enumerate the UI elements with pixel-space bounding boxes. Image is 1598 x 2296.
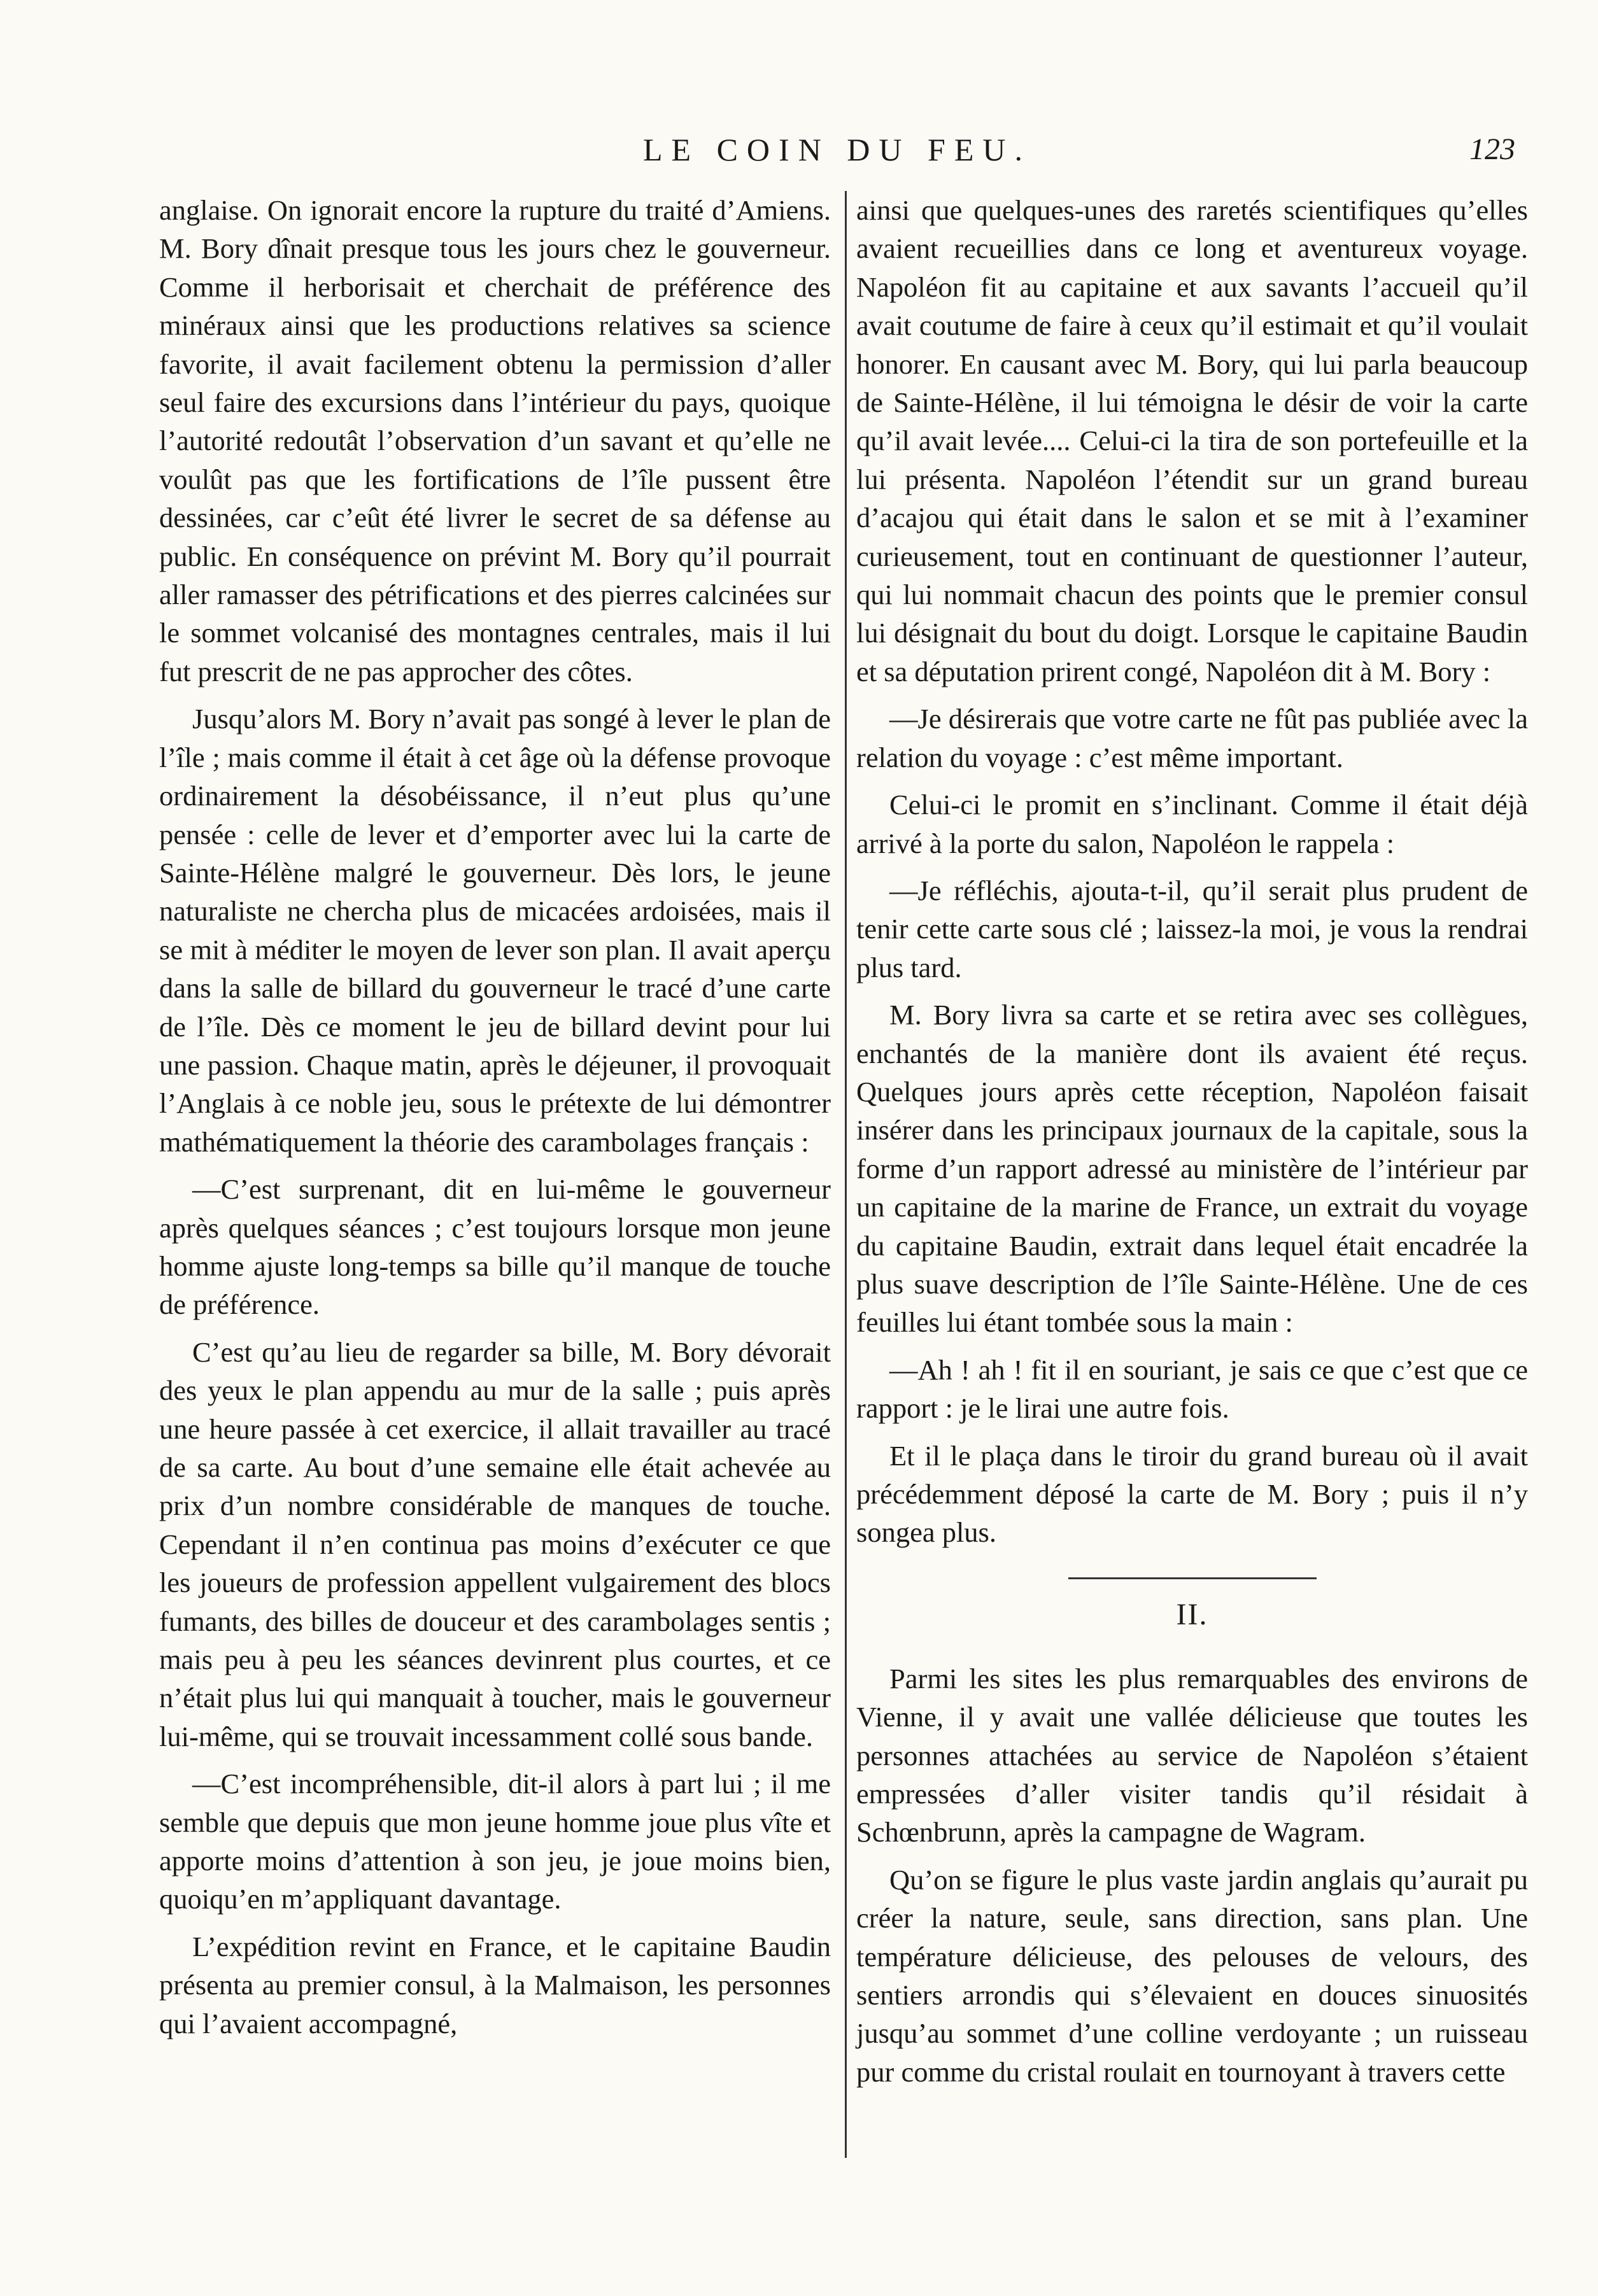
paragraph: Qu’on se figure le plus vaste jardin anglais qu’aurait pu créer la nature, seule, sans direction, sans plan. Une température délicieuse, des pelouses de velours, des sentiers arrondis qui s’élevaient en douces sinuosités jusqu’au sommet d’une colline verdoyante ; un ruisseau pur comme du cristal roulait en tournoyant à travers cette [856, 1863, 1528, 2088]
paragraph: —C’est incompréhensible, dit-il alors à part lui ; il me semble que depuis que mon jeune homme joue plus vîte et apporte moins d’attention à son jeu, je joue moins bien, quoiqu’en m’appliquant davantage. [159, 1768, 831, 1915]
section-heading: II. [1176, 1597, 1208, 1631]
paragraph: Et il le plaça dans le tiroir du grand bureau où il avait précédemment déposé la carte de M. Bory ; puis il n’y songea plus. [856, 1439, 1528, 1549]
column-divider [845, 191, 847, 2158]
paragraph: Jusqu’alors M. Bory n’avait pas songé à lever le plan de l’île ; mais comme il était à cet âge où la défense provoque ordinairement la désobéissance, il n’eut plus qu’une pensée : celle de lever et d’emporter avec lui la carte de Sainte-Hélène malgré le gouverneur. Dès lors, le jeune naturaliste ne chercha plus de micacées ardoisées, mais il se mit à méditer le moyen de lever son plan. Il avait aperçu dans la salle de billard du gouverneur le tracé d’une carte de l’île. Dès ce moment le jeu de billard devint pour lui une passion. Chaque matin, après le déjeuner, il provoquait l’Anglais à ce noble jeu, sous le prétexte de lui démontrer mathématiquement la théorie des carambolages français : [159, 703, 831, 1158]
running-title: LE COIN DU FEU. [643, 132, 1031, 167]
paragraph: Parmi les sites les plus remarquables des environs de Vienne, il y avait une vallée délicieuse que toutes les personnes attachées au service de Napoléon s’étaient empressées d’aller visiter tandis qu’il résidait à Schœnbrunn, après la campagne de Wagram. [856, 1662, 1528, 1849]
paragraph: ainsi que quelques-unes des raretés scientifiques qu’elles avaient recueillies dans ce long et aventureux voyage. Napoléon fit au capitaine et aux savants l’accueil qu’il avait coutume de faire à ceux qu’il estimait et qu’il voulait honorer. En causant avec M. Bory, qui lui parla beaucoup de Sainte-Hélène, il lui témoigna le désir de voir la carte qu’il avait levée.... Celui-ci la tira de son portefeuille et la lui présenta. Napoléon l’étendit sur un grand bureau d’acajou qui était dans le salon et se mit à l’examiner curieusement, tout en continuant de questionner l’auteur, qui lui nommait chacun des points que le premier consul lui désignait du bout du doigt. Lorsque le capitaine Baudin et sa députation prirent congé, Napoléon dit à M. Bory : [856, 194, 1528, 687]
paragraph: L’expédition revint en France, et le capitaine Baudin présenta au premier consul, à la Malmaison, les personnes qui l’avaient accompagné, [159, 1930, 831, 2039]
right-column [856, 191, 1528, 2100]
paragraph: Celui-ci le promit en s’inclinant. Comme il était déjà arrivé à la porte du salon, Napoléon le rappela : [856, 789, 1528, 859]
paragraph: C’est qu’au lieu de regarder sa bille, M. Bory dévorait des yeux le plan appendu au mur de la salle ; puis après une heure passée à cet exercice, il allait travailler au tracé de sa carte. Au bout d’une semaine elle était achevée au prix d’un nombre considérable de manques de touche. Cependant il n’en continua pas moins d’exécuter ce que les joueurs de profession appellent vulgairement des blocs fumants, des billes de douceur et des carambolages sentis ; mais peu à peu les séances devinrent plus courtes, et ce n’était plus lui qui manquait à toucher, mais le gouverneur lui-même, qui se trouvait incessamment collé sous bande. [159, 1335, 831, 1752]
paragraph: anglaise. On ignorait encore la rupture du traité d’Amiens. M. Bory dînait presque tous les jours chez le gouverneur. Comme il herborisait et cherchait de préférence des minéraux ainsi que les productions relatives sa science favorite, il avait facilement obtenu la permission d’aller seul faire des excursions dans l’intérieur du pays, quoique l’autorité redoutât l’observation d’un savant et qu’elle ne voulût pas que les fortifications de l’île pussent être dessinées, car c’eût été livrer le secret de sa défense au public. En conséquence on prévint M. Bory qu’il pourrait aller ramasser des pétrifications et des pierres calcinées sur le sommet volcanisé des montagnes centrales, mais il lui fut prescrit de ne pas approcher des côtes. [159, 194, 831, 687]
page-number: 123 [1469, 132, 1515, 166]
running-head [159, 127, 1515, 172]
left-column [159, 191, 831, 2052]
paragraph: —C’est surprenant, dit en lui-même le gouverneur après quelques séances ; c’est toujours lorsque mon jeune homme ajuste long-temps sa bille qu’il manque de touche de préférence. [159, 1173, 831, 1321]
section-rule [1068, 1577, 1317, 1579]
paragraph: —Je désirerais que votre carte ne fût pas publiée avec la relation du voyage : c’est même important. [856, 703, 1528, 773]
paragraph: —Je réfléchis, ajouta-t-il, qu’il serait plus prudent de tenir cette carte sous clé ; laissez-la moi, je vous la rendrai plus tard. [856, 874, 1528, 983]
paragraph: M. Bory livra sa carte et se retira avec ses collègues, enchantés de la manière dont ils avaient été reçus. Quelques jours après cette réception, Napoléon faisait insérer dans les principaux journaux de la capitale, sous la forme d’un rapport adressé au ministère de l’intérieur par un capitaine de la marine de France, un extrait du voyage du capitaine Baudin, extrait dans lequel était encadrée la plus suave description de l’île Sainte-Hélène. Une de ces feuilles lui étant tombée sous la main : [856, 999, 1528, 1339]
paragraph: —Ah ! ah ! fit il en souriant, je sais ce que c’est que ce rapport : je le lirai une autre fois. [856, 1353, 1528, 1425]
